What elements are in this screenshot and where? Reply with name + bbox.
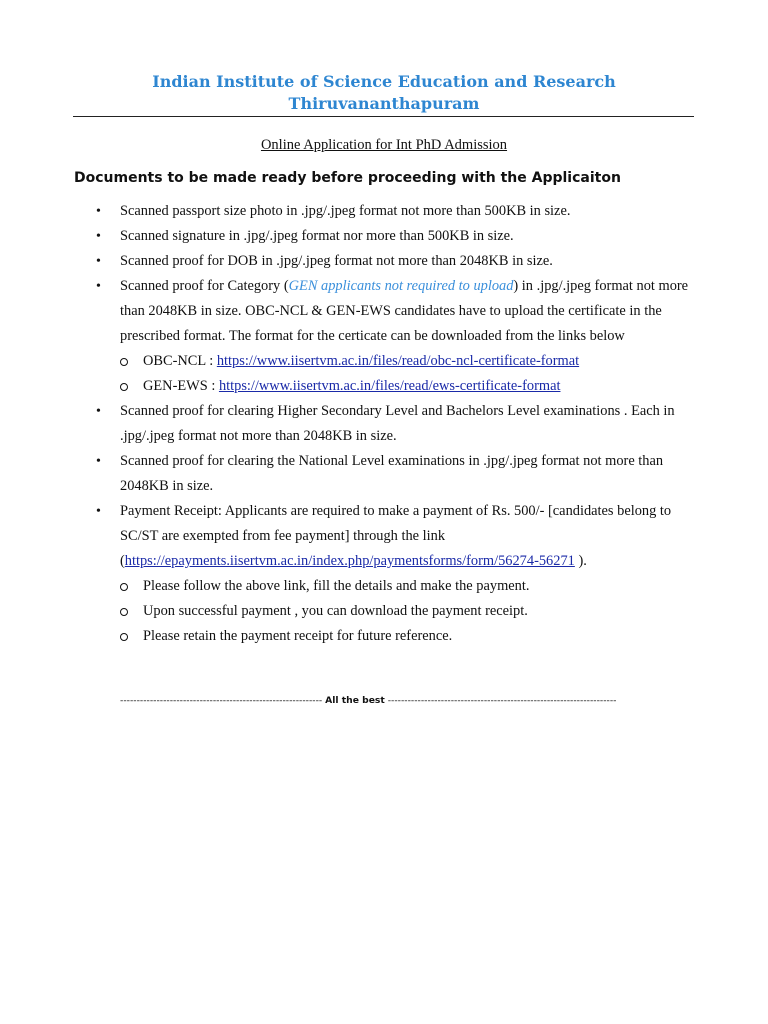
footer-dashes-right: ---------------------------------------------------------------------	[387, 695, 617, 706]
step-text: Please follow the above link, fill the details and make the payment.	[143, 578, 530, 594]
bullet-icon: •	[96, 504, 101, 519]
header-rule	[73, 116, 694, 117]
list-item-signature	[74, 224, 694, 249]
gen-exemption-note: GEN applicants not required to upload	[288, 278, 514, 294]
payment-step	[120, 574, 694, 599]
list-item-photo	[74, 199, 694, 224]
payment-link[interactable]: https://epayments.iisertvm.ac.in/index.php/paymentsforms/form/56274-56271	[124, 553, 575, 569]
page-subtitle	[0, 135, 768, 155]
bullet-icon: •	[96, 204, 101, 219]
item-text-before: Scanned proof for Category (	[120, 278, 289, 294]
list-item-category	[74, 274, 694, 399]
bullet-icon: •	[96, 254, 101, 269]
footer-line	[120, 694, 650, 707]
bullet-icon: •	[96, 454, 101, 469]
circle-bullet-icon	[120, 608, 128, 616]
item-text: Scanned proof for clearing the National Level examinations in .jpg/.jpeg format not more than 2048KB in size.	[120, 453, 664, 494]
step-text: Upon successful payment , you can download the payment receipt.	[143, 603, 528, 619]
circle-bullet-icon	[120, 633, 128, 641]
item-text-after: ).	[574, 553, 587, 569]
documents-list	[74, 199, 694, 649]
institute-location: Thiruvananthapuram	[288, 94, 480, 113]
list-item-dob	[74, 249, 694, 274]
step-text: Please retain the payment receipt for future reference.	[143, 628, 453, 644]
circle-bullet-icon	[120, 358, 128, 366]
sublist-item-ews	[120, 374, 694, 399]
bullet-icon: •	[96, 404, 101, 419]
documents-heading: Documents to be made ready before proceeding with the Applicaiton	[74, 170, 621, 186]
subtitle-text: Online Application for Int PhD Admission	[260, 137, 508, 153]
footer-dashes-left: -------------------------------------------------------------	[120, 695, 323, 706]
payment-step	[120, 599, 694, 624]
footer-message: All the best	[325, 695, 385, 706]
ews-label: GEN-EWS :	[143, 378, 219, 394]
sublist-item-obc	[120, 349, 694, 374]
circle-bullet-icon	[120, 383, 128, 391]
bullet-icon: •	[96, 279, 101, 294]
item-text: Scanned proof for DOB in .jpg/.jpeg format not more than 2048KB in size.	[120, 253, 553, 269]
certificate-links-list	[120, 349, 694, 399]
list-item-payment	[74, 499, 694, 649]
payment-step	[120, 624, 694, 649]
bullet-icon: •	[96, 229, 101, 244]
list-item-national-exam	[74, 449, 694, 499]
item-text: Scanned passport size photo in .jpg/.jpeg format not more than 500KB in size.	[120, 203, 571, 219]
circle-bullet-icon	[120, 583, 128, 591]
item-text-before: Payment Receipt: Applicants are required to make a payment of Rs. 500/- [candidates belong to SC/ST are exempted from fee payment] through the link (	[120, 503, 672, 569]
payment-steps-list	[120, 574, 694, 649]
item-text: Scanned signature in .jpg/.jpeg format nor more than 500KB in size.	[120, 228, 514, 244]
obc-label: OBC-NCL :	[143, 353, 217, 369]
list-item-education	[74, 399, 694, 449]
item-text-after: ) in .jpg/.jpeg format not more than 2048KB in size. OBC-NCL & GEN-EWS candidates have to upload the certificate in the prescribed format. The format for the certicate can be downloaded from the links below	[120, 278, 689, 344]
item-text: Scanned proof for clearing Higher Secondary Level and Bachelors Level examinations . Each in .jpg/.jpeg format not more than 2048KB in size.	[120, 403, 675, 444]
institute-name: Indian Institute of Science Education and Research	[152, 72, 616, 91]
obc-certificate-link[interactable]: https://www.iisertvm.ac.in/files/read/obc-ncl-certificate-format	[216, 353, 580, 369]
ews-certificate-link[interactable]: https://www.iisertvm.ac.in/files/read/ews-certificate-format	[218, 378, 561, 394]
